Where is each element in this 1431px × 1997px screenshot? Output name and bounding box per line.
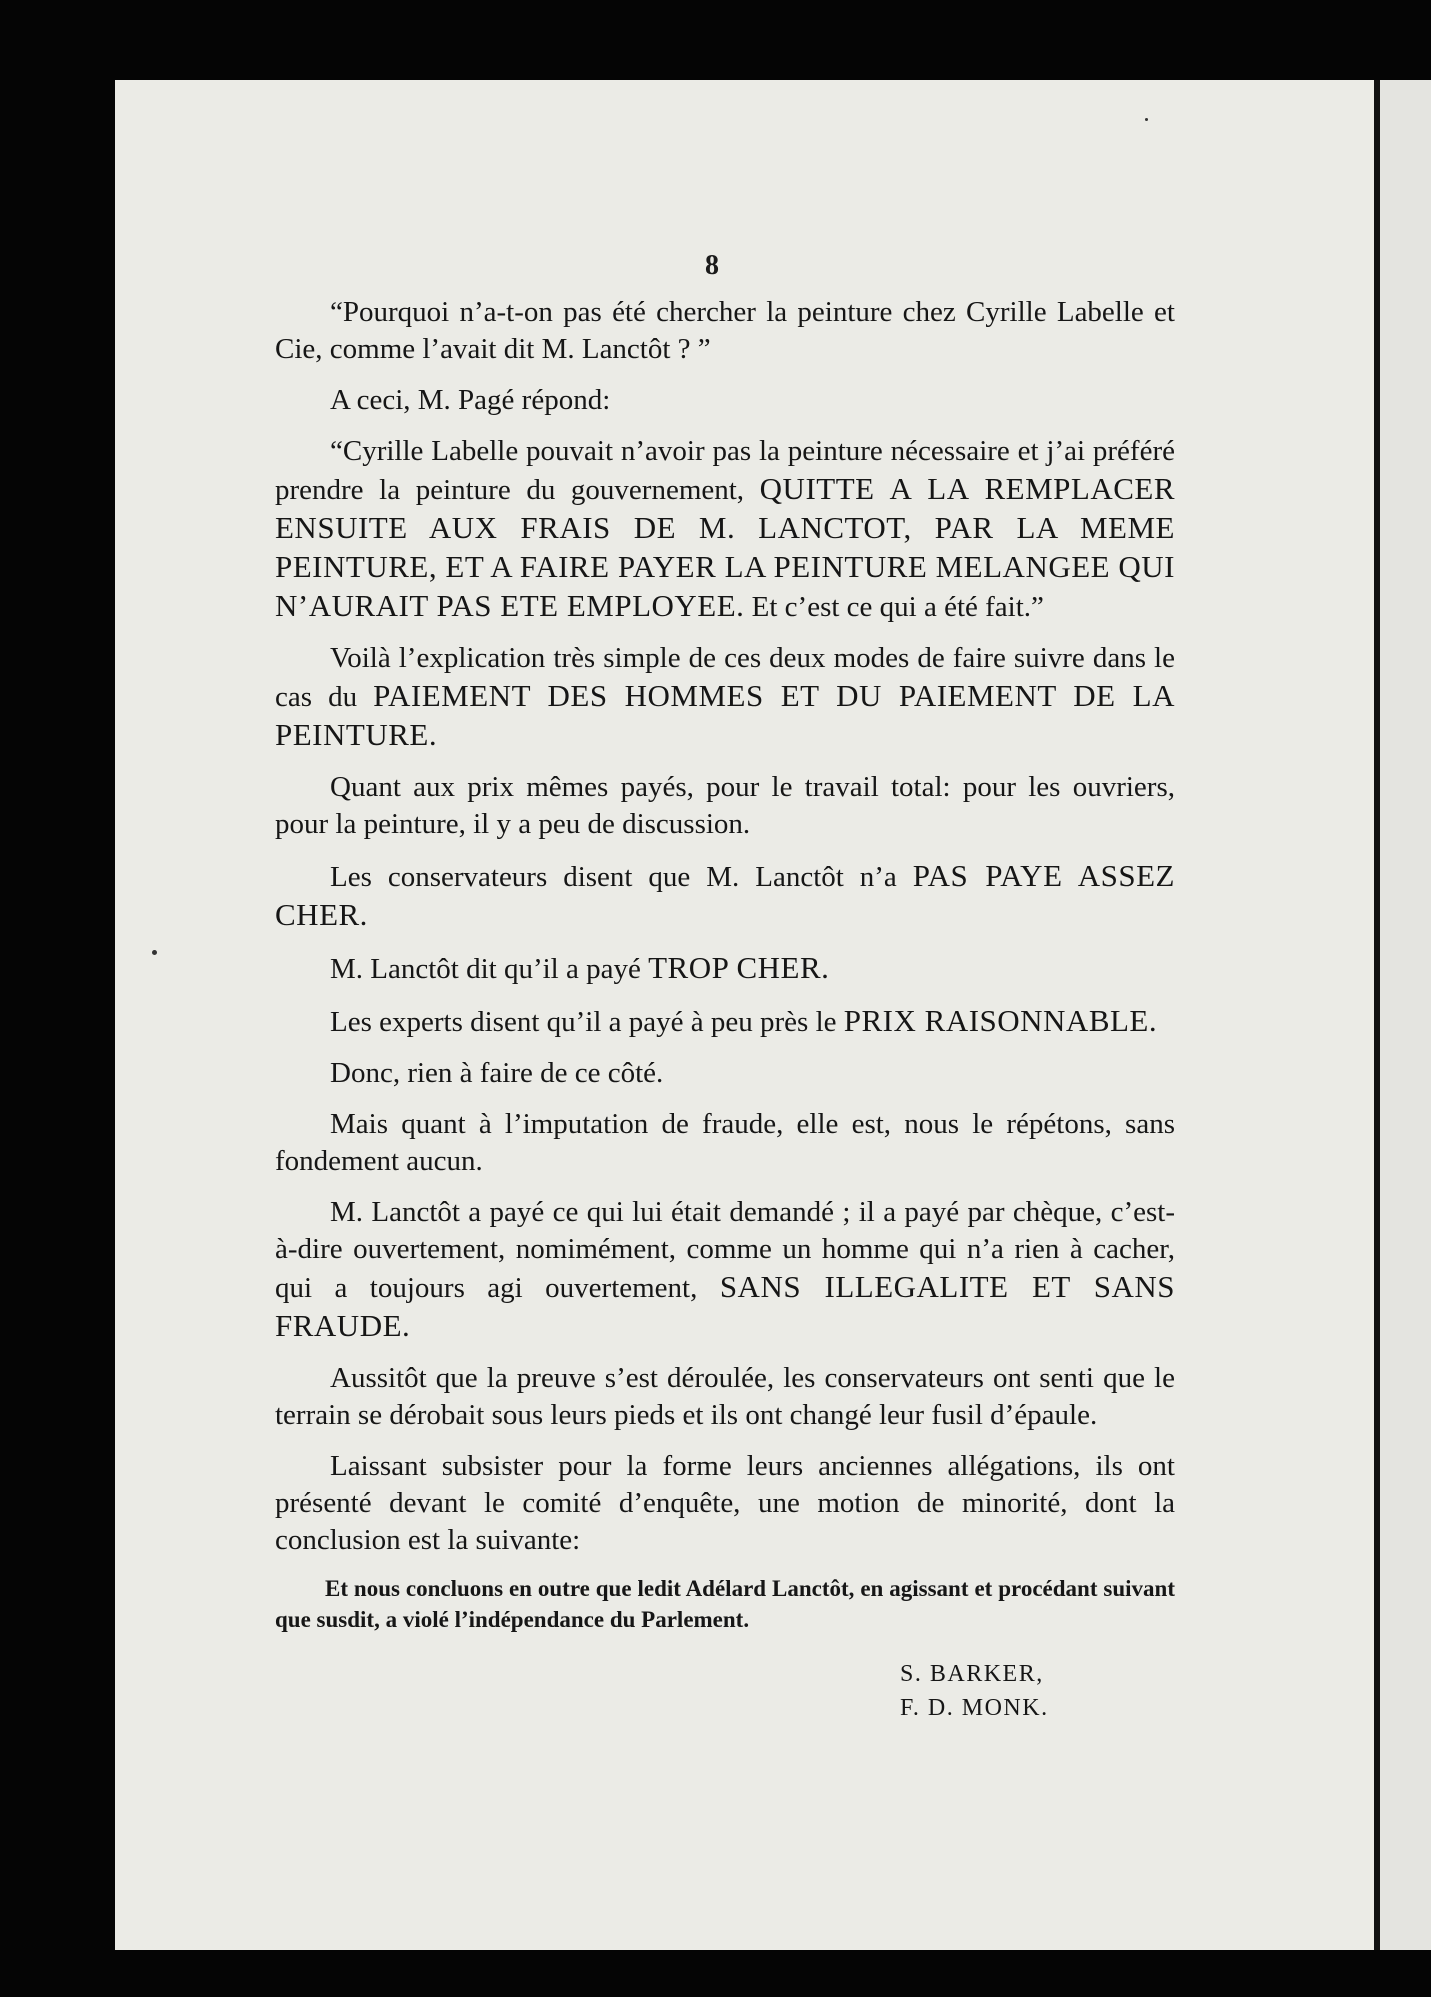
paragraph-p5 (275, 769, 1175, 843)
paragraph-text: Voilà l’explication très simple de ces deux modes de faire suivre dans le cas du (275, 642, 1175, 713)
paragraph-p1 (275, 294, 1175, 368)
paragraph-p9 (275, 1055, 1175, 1092)
paragraph-p6 (275, 857, 1175, 935)
emphasis-caps: TROP CHER. (648, 950, 830, 985)
paragraph-p13 (275, 1448, 1175, 1559)
paragraph-text: Laissant subsister pour la forme leurs anciennes allégations, ils ont présenté devant le comité d’enquête, une motion de minorité, dont la conclusion est la suivante: (275, 1450, 1175, 1556)
paragraph-text: A ceci, M. Pagé répond: (330, 384, 611, 416)
emphasis-caps: PRIX RAISONNABLE. (843, 1003, 1158, 1038)
paragraph-text: Et c’est ce qui a été fait.” (744, 591, 1044, 623)
paragraph-text: Les conservateurs disent que M. Lanctôt n’a (330, 861, 913, 893)
paragraph-p12 (275, 1360, 1175, 1434)
paragraph-p4 (275, 640, 1175, 755)
emphasis-caps: SANS ILLEGALITE ET SANS FRAUDE. (275, 1269, 1175, 1343)
scan-speck (1145, 118, 1148, 121)
paragraph-list (275, 294, 1175, 1559)
paragraph-p3 (275, 433, 1175, 626)
emphasis-caps: QUITTE A LA REMPLACER ENSUITE AUX FRAIS DE M. LANCTOT, PAR LA MEME PEINTURE, ET A FAIRE PAYER LA PEINTURE MELANGEE QUI N’AURAIT PAS ETE EMPLOYEE. (275, 471, 1176, 623)
motion-quote: Et nous concluons en outre que ledit Adélard Lanctôt, en agissant et procédant suivant que susdit, a violé l’indépendance du Parlement. (275, 1576, 1175, 1632)
paragraph-p8 (275, 1002, 1175, 1041)
paragraph-text: Aussitôt que la preuve s’est déroulée, les conservateurs ont senti que le terrain se dérobait sous leurs pieds et ils ont changé leur fusil d’épaule. (275, 1362, 1175, 1431)
paragraph-p7 (275, 949, 1175, 988)
paragraph-p10 (275, 1106, 1175, 1180)
paragraph-p11 (275, 1194, 1175, 1346)
page-number: 8 (705, 250, 719, 281)
signature-block (900, 1657, 1175, 1725)
emphasis-caps: PAS PAYE ASSEZ CHER. (275, 858, 1175, 932)
signature-monk: F. D. MONK. (900, 1695, 1049, 1721)
paragraph-p2 (275, 382, 1175, 419)
scan-speck (152, 950, 157, 955)
body-text (275, 294, 1175, 1725)
paragraph-text: M. Lanctôt a payé ce qui lui était demandé ; il a payé par chèque, c’est-à-dire ouvertement, nomimément, comme un homme qui n’a rien à cacher, qui a toujours agi ouvertement, (275, 1196, 1175, 1304)
paragraph-text: M. Lanctôt dit qu’il a payé (330, 953, 649, 985)
signature-barker: S. BARKER, (900, 1661, 1044, 1687)
emphasis-caps: PAIEMENT DES HOMMES ET DU PAIEMENT DE LA PEINTURE. (275, 678, 1175, 752)
paragraph-text: Donc, rien à faire de ce côté. (330, 1057, 664, 1089)
paragraph-text: Quant aux prix mêmes payés, pour le travail total: pour les ouvriers, pour la peinture, il y a peu de discussion. (275, 771, 1175, 840)
facing-page-edge (1380, 80, 1431, 1950)
paragraph-text: “Pourquoi n’a-t-on pas été chercher la peinture chez Cyrille Labelle et Cie, comme l’avait dit M. Lanctôt ? ” (275, 296, 1175, 365)
paragraph-text: Les experts disent qu’il a payé à peu près le (330, 1006, 844, 1038)
paragraph-text: Mais quant à l’imputation de fraude, elle est, nous le répétons, sans fondement aucun. (275, 1108, 1175, 1177)
paragraph-text: “Cyrille Labelle pouvait n’avoir pas la peinture nécessaire et j’ai préféré prendre la peinture du gouvernement, (275, 435, 1175, 506)
